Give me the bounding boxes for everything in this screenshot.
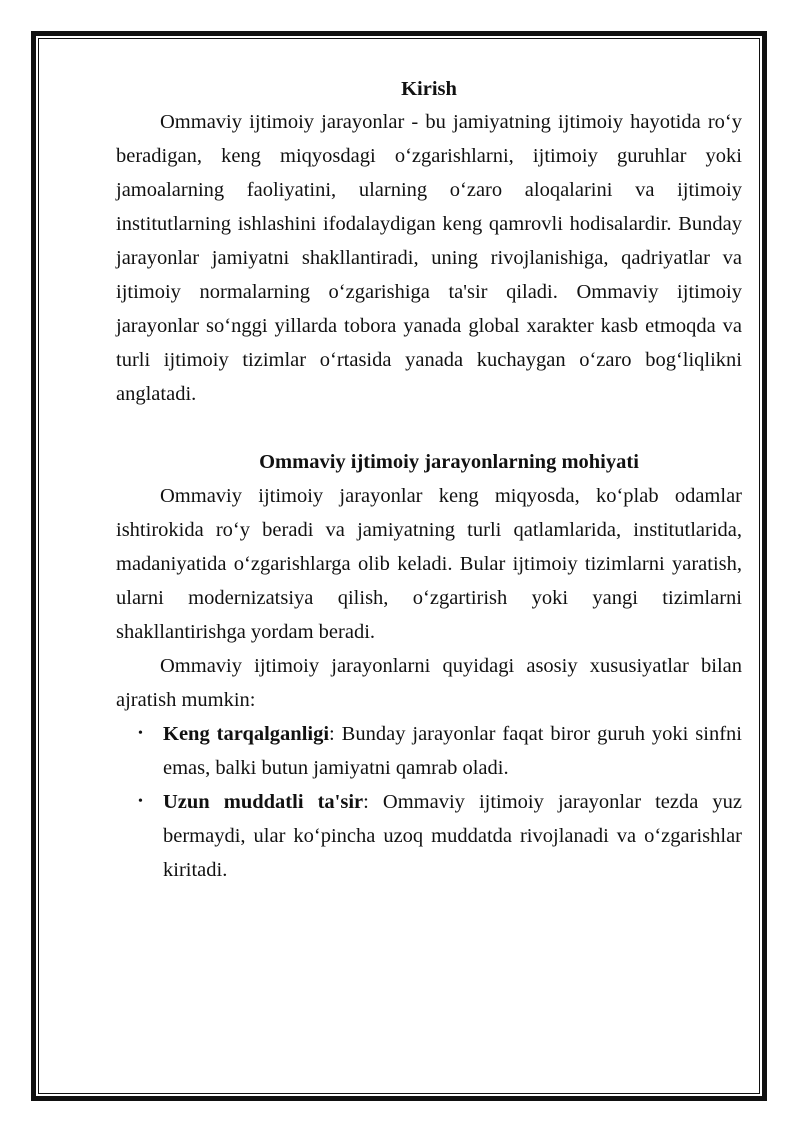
intro-paragraph: Ommaviy ijtimoiy jarayonlar - bu jamiyatning ijtimoiy hayotida ro‘y beradigan, keng miqyosdagi o‘zgarishlarni, ijtimoiy guruhlar yoki jamoalarning faoliyatini, ularning o‘zaro aloqalarini va ijtimoiy institutlarning ishlashini ifodalaydigan keng qamrovli hodisalardir. Bunday jarayonlar jamiyatni shakllantiradi, uning rivojlanishiga, qadriyatlar va ijtimoiy normalarning o‘zgarishiga ta'sir qiladi. Ommaviy ijtimoiy jarayonlar so‘nggi yillarda tobora yanada global xarakter kasb etmoqda va turli ijtimoiy tizimlar o‘rtasida yanada kuchaygan o‘zaro bog‘liqlikni anglatadi. — [116, 111, 742, 405]
features-list — [116, 717, 742, 887]
document-title: Kirish — [401, 78, 457, 100]
feature-term: Uzun muddatli ta'sir — [163, 791, 364, 813]
paragraph-spacer — [116, 411, 742, 445]
list-item — [116, 785, 742, 887]
feature-description: : Bunday jarayonlar faqat biror guruh yoki sinfni emas, balki butun jamiyatni qamrab oladi. — [163, 723, 742, 779]
bullet-icon: • — [138, 794, 143, 809]
feature-description: : Ommaviy ijtimoiy jarayonlar tezda yuz bermaydi, ular ko‘pincha uzoq muddatda rivojlanadi va o‘zgarishlar kiritadi. — [163, 791, 743, 881]
document-body — [116, 72, 742, 887]
feature-term: Keng tarqalganligi — [163, 723, 330, 745]
bullet-icon: • — [138, 726, 143, 741]
list-item — [116, 717, 742, 785]
section-title: Ommaviy ijtimoiy jarayonlarning mohiyati — [259, 451, 639, 473]
section-paragraph-1: Ommaviy ijtimoiy jarayonlar keng miqyosda, ko‘plab odamlar ishtirokida ro‘y beradi va jamiyatning turli qatlamlarida, institutlarida, madaniyatida o‘zgarishlarga olib keladi. Bular ijtimoiy tizimlarni yaratish, ularni modernizatsiya qilish, o‘zgartirish yoki yangi tizimlarni shakllantirishga yordam beradi. — [116, 485, 742, 643]
section-paragraph-2: Ommaviy ijtimoiy jarayonlarni quyidagi asosiy xususiyatlar bilan ajratish mumkin: — [116, 655, 742, 711]
